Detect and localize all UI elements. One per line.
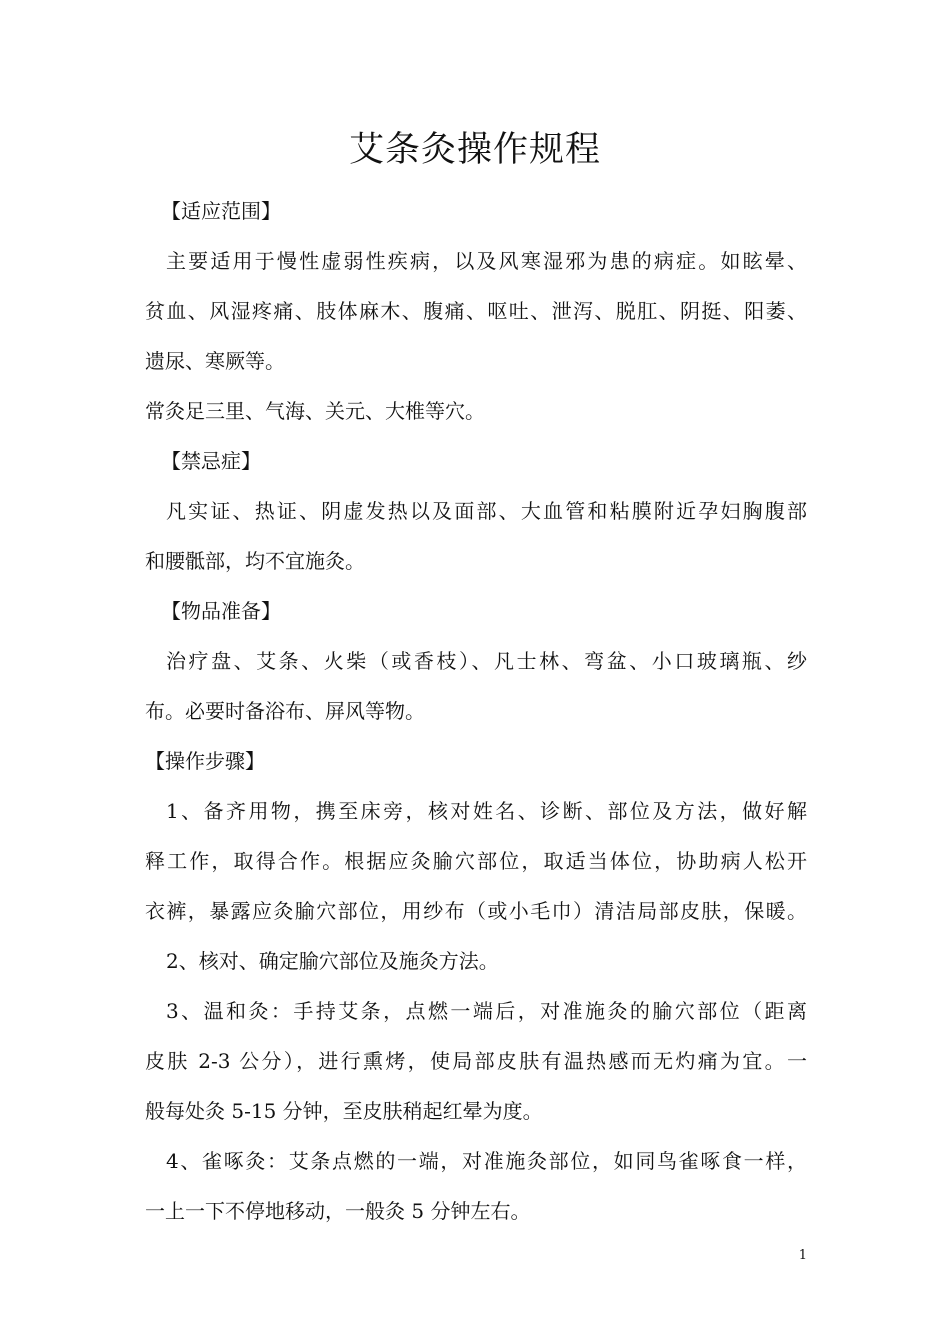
- procedure-step-3-line-1: 3、温和灸：手持艾条，点燃一端后，对准施灸的腧穴部位（距离: [166, 999, 807, 1023]
- section-heading-procedure: 【操作步骤】: [145, 749, 265, 773]
- materials-line-1: 治疗盘、艾条、火柴（或香枝）、凡士林、弯盆、小口玻璃瓶、纱: [166, 649, 807, 673]
- procedure-step-1-line-2: 释工作，取得合作。根据应灸腧穴部位，取适当体位，协助病人松开: [145, 849, 807, 873]
- section-heading-materials: 【物品准备】: [161, 599, 281, 623]
- document-title: 艾条灸操作规程: [348, 130, 601, 170]
- contraindications-line-1: 凡实证、热证、阴虚发热以及面部、大血管和粘膜附近孕妇胸腹部: [166, 499, 807, 523]
- contraindications-line-2: 和腰骶部，均不宜施灸。: [145, 549, 365, 573]
- materials-line-2: 布。必要时备浴布、屏风等物。: [145, 699, 425, 723]
- procedure-step-2-line-1: 2、核对、确定腧穴部位及施灸方法。: [166, 949, 499, 973]
- procedure-step-4-line-2: 一上一下不停地移动，一般灸 5 分钟左右。: [145, 1199, 531, 1223]
- document-body: [145, 186, 807, 1236]
- indications-line-2: 贫血、风湿疼痛、肢体麻木、腹痛、呕吐、泄泻、脱肛、阴挺、阳萎、: [145, 299, 807, 323]
- indications-line-4: 常灸足三里、气海、关元、大椎等穴。: [145, 399, 485, 423]
- indications-line-1: 主要适用于慢性虚弱性疾病，以及风寒湿邪为患的病症。如眩晕、: [166, 249, 807, 273]
- indications-line-3: 遗尿、寒厥等。: [145, 349, 285, 373]
- section-heading-indications: 【适应范围】: [161, 199, 281, 223]
- procedure-step-4-line-1: 4、雀啄灸：艾条点燃的一端，对准施灸部位，如同鸟雀啄食一样，: [166, 1149, 807, 1173]
- section-heading-contraindications: 【禁忌症】: [161, 449, 261, 473]
- procedure-step-1-line-3: 衣裤，暴露应灸腧穴部位，用纱布（或小毛巾）清洁局部皮肤，保暖。: [145, 899, 807, 923]
- procedure-step-3-line-3: 般每处灸 5-15 分钟，至皮肤稍起红晕为度。: [145, 1099, 543, 1123]
- procedure-step-3-line-2: 皮肤 2-3 公分），进行熏烤，使局部皮肤有温热感而无灼痛为宜。一: [145, 1049, 807, 1073]
- page-number: 1: [798, 1248, 807, 1263]
- procedure-step-1-line-1: 1、备齐用物，携至床旁，核对姓名、诊断、部位及方法，做好解: [166, 799, 807, 823]
